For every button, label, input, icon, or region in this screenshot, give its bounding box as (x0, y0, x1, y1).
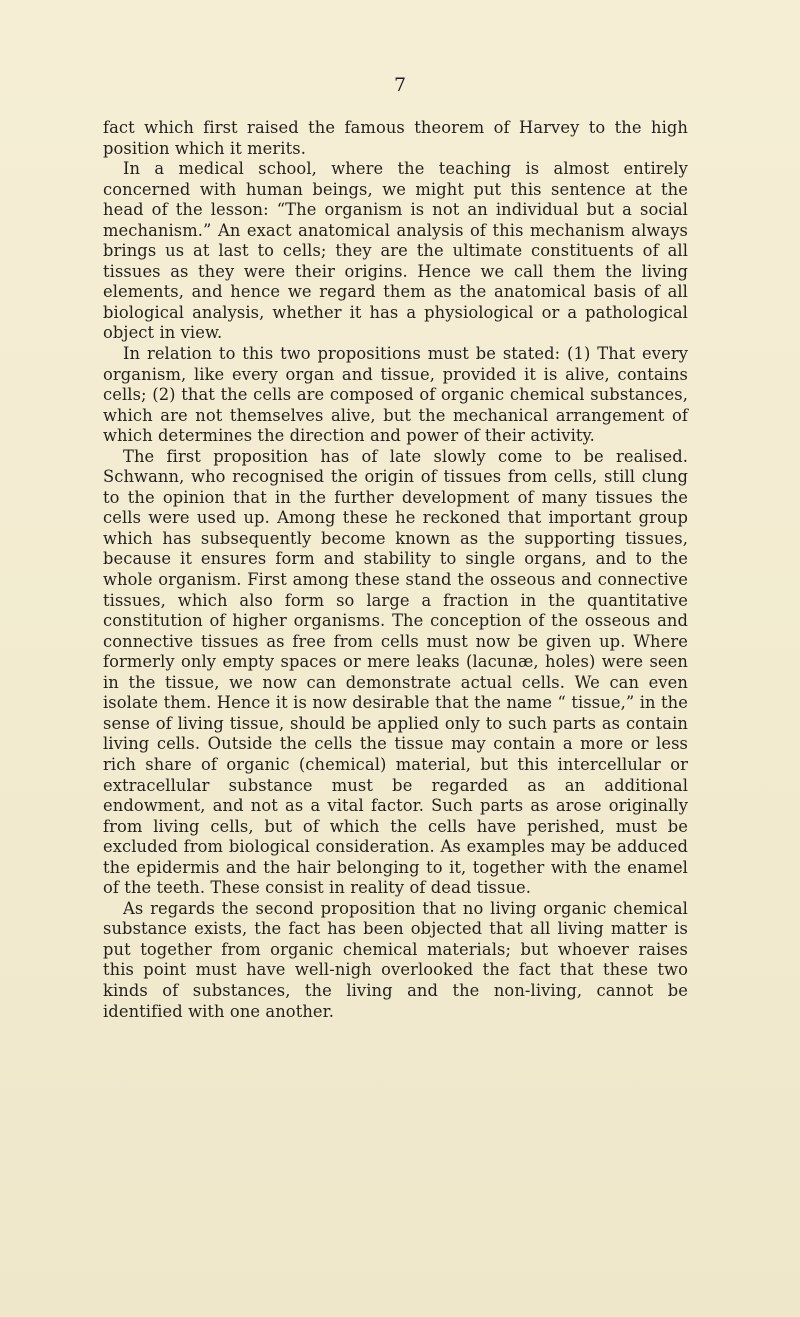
paragraph-first-proposition: The first proposition has of late slowly come to be realised. Schwann, who recognised the origin of tissues from cells, still clung to the opinion that in the further development of many tissues the cells were used up. Among these he reckoned that important group which has subsequently become known as the supporting tissues, because it ensures form and stability to single organs, and to the whole organism. First among these stand the osseous and connective tissues, which also form so large a fraction in the quantitative constitution of higher organisms. The conception of the osseous and connective tissues as free from cells must now be given up. Where formerly only empty spaces or mere leaks (lacunæ, holes) were seen in the tissue, we now can demonstrate actual cells. We can even isolate them. Hence it is now desirable that the name “ tissue,” in the sense of living tissue, should be applied only to such parts as contain living cells. Outside the cells the tissue may contain a more or less rich share of organic (chemical) material, but this intercellular or extracellular substance must be regarded as an additional endowment, and not as a vital factor. Such parts as arose originally from living cells, but of which the cells have perished, must be excluded from biological consideration. As examples may be adduced the epidermis and the hair belonging to it, together with the enamel of the teeth. These consist in reality of dead tissue. (103, 446, 688, 898)
paragraph-second-proposition: As regards the second proposition that no living organic chemical substance exists, the fact has been objected that all living matter is put together from organic chemical materials; but whoever raises this point must have well-nigh overlooked the fact that these two kinds of substances, the living and the non-living, cannot be identified with one another. (103, 898, 688, 1021)
page-number: 7 (393, 74, 407, 96)
paragraph-medical-school: In a medical school, where the teaching is almost entirely concerned with human beings, we might put this sentence at the head of the lesson: “The organism is not an individual but a social mechanism.” An exact anatomical analysis of this mechanism always brings us at last to cells; they are the ultimate constituents of all tissues as they were their origins. Hence we call them the living elements, and hence we regard them as the anatomical basis of all biological analysis, whether it has a physiological or a pathological object in view. (103, 159, 688, 343)
body-text (103, 118, 688, 1022)
paragraph-two-propositions: In relation to this two propositions must be stated: (1) That every organism, like every organ and tissue, provided it is alive, contains cells; (2) that the cells are composed of organic chemical substances, which are not themselves alive, but the mechanical arrangement of which determines the direction and power of their activity. (103, 344, 688, 446)
paragraph-continuation: fact which first raised the famous theorem of Harvey to the high position which it merits. (103, 118, 688, 158)
